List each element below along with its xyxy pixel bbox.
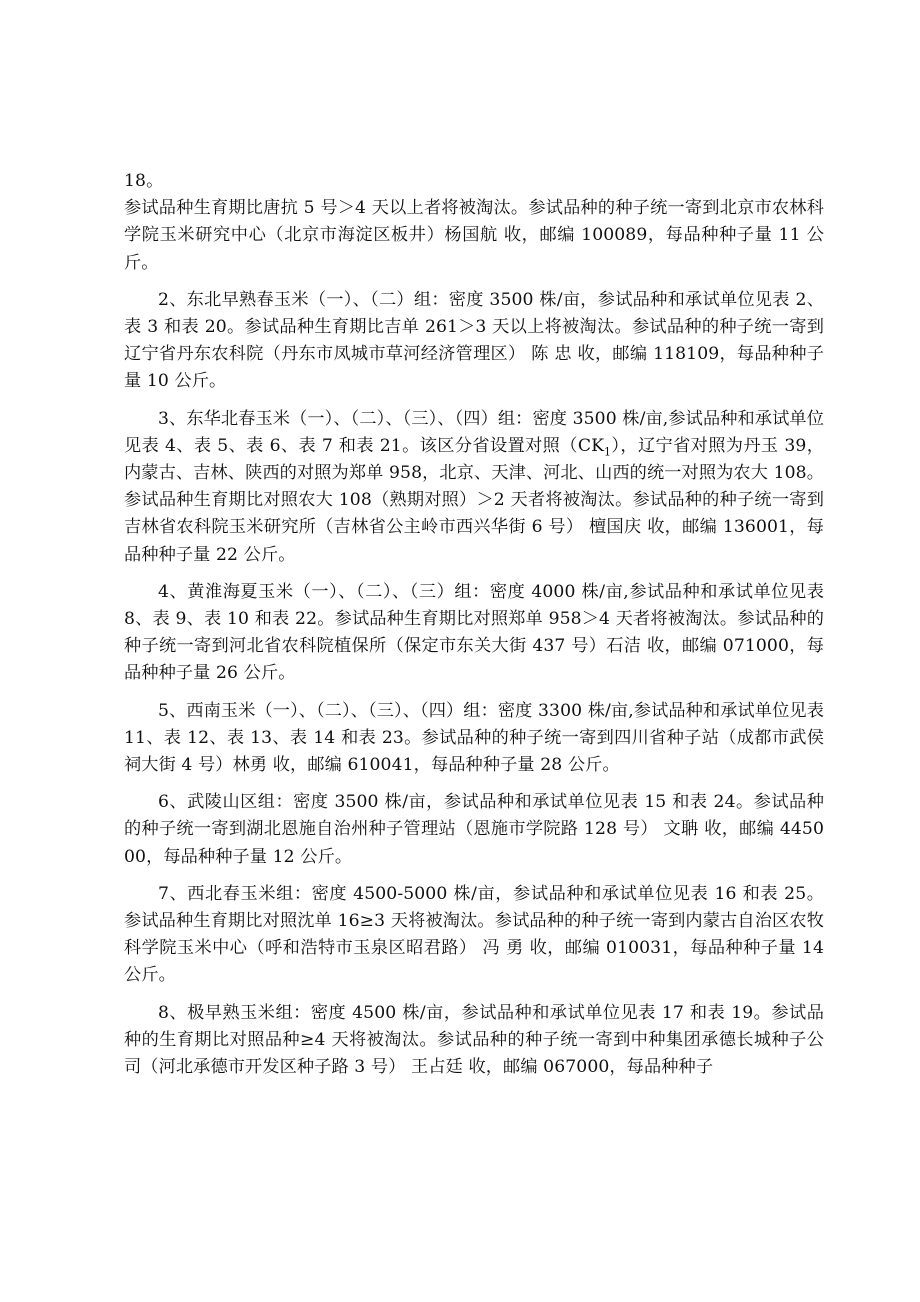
paragraph-continuation-number: 18。	[124, 171, 164, 191]
paragraph-group-5-southwest: 5、西南玉米（一）、（二）、（三）、（四）组：密度 3300 株/亩,参试品种和承试单位见表 11、表 12、表 13、表 14 和表 23。参试品种的种子统一寄到四川省种子站（成都市武侯祠大街 4 号）林勇 收，邮编 610041，每品种种子量 28 公斤。	[124, 700, 824, 776]
paragraph-group-7-northwest-spring: 7、西北春玉米组：密度 4500-5000 株/亩，参试品种和承试单位见表 16 和表 25。参试品种生育期比对照沈单 16≥3 天将被淘汰。参试品种的种子统一寄到内蒙古自治区农牧科学院玉米中心（呼和浩特市玉泉区昭君路） 冯 勇 收，邮编 010031，每品种种子量 14 公斤。	[124, 883, 824, 986]
paragraph-group-3-text-after: ），辽宁省对照为丹玉 39，内蒙古、吉林、陕西的对照为郑单 958，北京、天津、河北、山西的统一对照为农大 108。参试品种生育期比对照农大 108（熟期对照）＞2 天者将被淘汰。参试品种的种子统一寄到吉林省农科院玉米研究所（吉林省公主岭市西兴华街 6 号） 檀国庆 收，邮编 136001，每品种种子量 22 公斤。	[124, 435, 824, 565]
paragraph-group-6-wuling-mountain: 6、武陵山区组：密度 3500 株/亩，参试品种和承试单位见表 15 和表 24。参试品种的种子统一寄到湖北恩施自治州种子管理站（恩施市学院路 128 号） 文聃 收，邮编 445000，每品种种子量 12 公斤。	[124, 792, 824, 867]
document-body	[124, 168, 824, 1081]
paragraph-group-4-huanghuaihai: 4、黄淮海夏玉米（一）、（二）、（三）组：密度 4000 株/亩,参试品种和承试单位见表 8、表 9、表 10 和表 22。参试品种生育期比对照郑单 958＞4 天者将被淘汰。参试品种的种子统一寄到河北省农科院植保所（保定市东关大街 437 号）石洁 收，邮编 071000，每品种种子量 26 公斤。	[124, 581, 824, 684]
paragraph-group-2-northeast-early: 2、东北早熟春玉米（一）、（二）组：密度 3500 株/亩，参试品种和承试单位见表 2、表 3 和表 20。参试品种生育期比吉单 261＞3 天以上将被淘汰。参试品种的种子统一寄到辽宁省丹东农科院（丹东市凤城市草河经济管理区） 陈 忠 收，邮编 118109，每品种种子量 10 公斤。	[124, 289, 824, 392]
ck-subscript: 1	[604, 445, 612, 459]
paragraph-group-3-text-before: 3、东华北春玉米（一）、（二）、（三）、（四）组：密度 3500 株/亩,参试品种和承试单位见表 4、表 5、表 6、表 7 和表 21。该区分省设置对照（CK	[124, 408, 824, 456]
paragraph-group-3-east-north-china	[124, 406, 824, 569]
paragraph-group-8-extremely-early: 8、极早熟玉米组：密度 4500 株/亩，参试品种和承试单位见表 17 和表 19。参试品种的生育期比对照品种≥4 天将被淘汰。参试品种的种子统一寄到中种集团承德长城种子公司（河北承德市开发区种子路 3 号） 王占廷 收，邮编 067000，每品种种子	[124, 1002, 824, 1078]
paragraph-tangkang-requirement: 参试品种生育期比唐抗 5 号＞4 天以上者将被淘汰。参试品种的种子统一寄到北京市农林科学院玉米研究中心（北京市海淀区板井）杨国航 收，邮编 100089，每品种种子量 11 公斤。	[124, 198, 824, 273]
